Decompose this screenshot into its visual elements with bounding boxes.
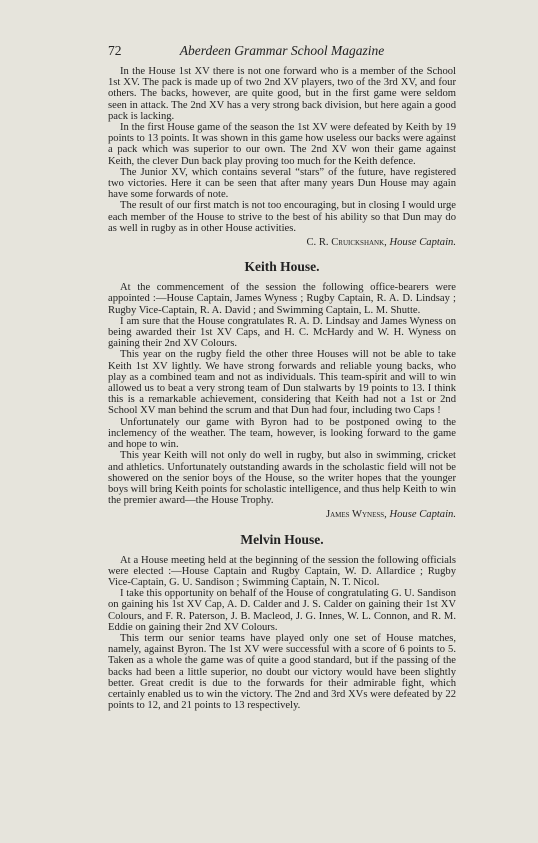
keith-house-heading: Keith House. [244,259,320,275]
paragraph: This year Keith will not only do well in rugby, but also in swimming, cricket and athletics. Unfortunately outstanding awards in the scholastic field will not be showered on the senior boys of the House, so the writer hopes that the younger boys will bring Keith points for scholastic intelligence, and thus help Keith to win the premier award—the House Trophy. [108,450,456,507]
article-body [108,66,456,711]
melvin-house-section [108,532,456,712]
paragraph: In the House 1st XV there is not one forward who is a member of the School 1st XV. The pack is made up of two 2nd XV players, two of the 3rd XV, and four others. The backs, however, are quite good, but in the first game were seldom seen in attack. The 2nd XV has a very strong back division, but here again a good pack is lacking. [108,66,456,122]
signature-name: James Wyness, [325,509,387,521]
paragraph: The Junior XV, which contains several “stars” of the future, have registered two victories. Here it can be seen that after many years Dun House may again have some forwards of note. [108,166,456,201]
dun-house-section [108,66,456,248]
paragraph: At a House meeting held at the beginning of the session the following officials were elected :—House Captain and Rugby Captain, W. D. Allardice ; Rugby Vice-Captain, G. U. Sandison ; Swimming Captain, N. T. Nicol. [108,554,456,588]
paragraph: I am sure that the House congratulates R. A. D. Lindsay and James Wyness on being awarded their 1st XV Caps, and H. C. McHardy and W. H. Wyness on gaining their 2nd XV Colours. [108,315,456,350]
journal-title: Aberdeen Grammar School Magazine [179,43,385,58]
paragraph: At the commencement of the session the following office-bearers were appointed :—House Captain, James Wyness ; Rugby Captain, R. A. D. Lindsay ; Rugby Vice-Captain, R. A. David ; and Swimming Captain, L. M. Shutte. [108,282,456,316]
paragraph: This term our senior teams have played only one set of House matches, namely, against Byron. The 1st XV were successful with a score of 6 points to 5. Taken as a whole the game was of quite a good standard, but if the passing of the backs had been a little superior, no doubt our victory would have been slightly better. Great credit is due to the forwards for their admirable fight, which certainly enabled us to win the victory. The 2nd and 3rd XVs were defeated by 22 points to 12, and 21 points to 13 respectively. [108,632,456,712]
paragraph: In the first House game of the season the 1st XV were defeated by Keith by 19 points to 13 points. It was shown in this game how useless our backs were against a pack which was superior to our own. The 2nd XV won their game against Keith, the clever Dun back play proving too much for the Keith defence. [108,122,456,167]
signature-name: C. R. Cruickshank, [306,237,387,249]
paragraph: Unfortunately our game with Byron had to be postponed owing to the inclemency of the weather. The team, however, is looking forward to the game and hope to win. [108,416,456,451]
signature-title: House Captain. [389,509,456,521]
paragraph: I take this opportunity on behalf of the House of congratulating G. U. Sandison on gaining his 1st XV Cap, A. D. Calder and J. S. Calder on gaining their 1st XV Colours, and F. R. Paterson, J. B. Macleod, J. G. Innes, W. L. Connon, and R. M. Eddie on gaining their 2nd XV Colours. [108,588,456,633]
keith-signature [108,509,456,520]
signature-title: House Captain. [389,237,456,249]
keith-house-section [108,259,456,520]
dun-signature [108,237,456,248]
page-number: 72 [108,43,122,58]
paragraph: This year on the rugby field the other three Houses will not be able to take Keith 1st XV lightly. We have strong forwards and reliable young backs, who play as a combined team and not as individuals. This team-spirit and will to win allowed us to beat a very strong team of Dun stalwarts by 19 points to 13. I think this is a remarkable achievement, considering that Keith had not a 1st or 2nd School XV man behind the scrum and that Dun had four, including two Caps ! [108,349,456,417]
page-header [108,43,456,61]
melvin-house-heading: Melvin House. [240,531,324,547]
paragraph: The result of our first match is not too encouraging, but in closing I would urge each member of the House to strive to the best of his ability so that Dun may do as well in rugby as in other House activities. [108,200,456,234]
